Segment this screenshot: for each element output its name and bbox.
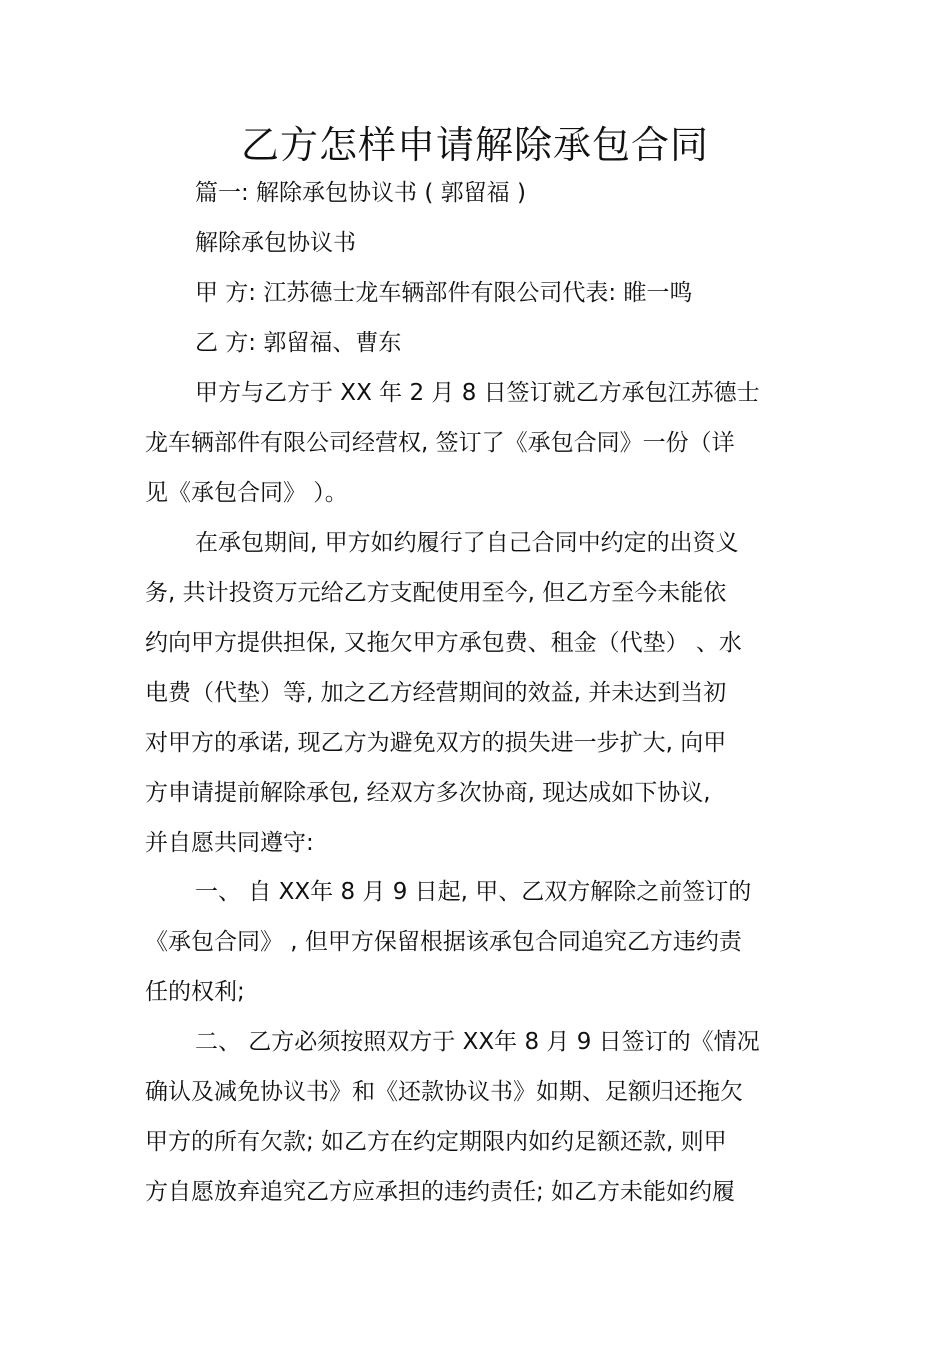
- document-title: 乙方怎样申请解除承包合同: [240, 123, 709, 167]
- paragraph-line: 龙车辆部件有限公司经营权, 签订了《承包合同》一份（详: [145, 430, 735, 456]
- party-b-line: 乙 方: 郭留福、曹东: [195, 330, 402, 356]
- clause-one-line: 任的权利;: [145, 979, 245, 1005]
- clause-two-line: 方自愿放弃追究乙方应承担的违约责任; 如乙方未能如约履: [145, 1179, 736, 1205]
- clause-one-line: 《承包合同》 , 但甲方保留根据该承包合同追究乙方违约责: [145, 929, 742, 955]
- paragraph-line: 对甲方的承诺, 现乙方为避免双方的损失进一步扩大, 向甲: [145, 730, 727, 756]
- paragraph-line: 甲方与乙方于 XX 年 2 月 8 日签订就乙方承包江苏德士: [195, 380, 760, 406]
- clause-two-line: 二、 乙方必须按照双方于 XX年 8 月 9 日签订的《情况: [195, 1029, 760, 1055]
- agreement-heading: 解除承包协议书: [195, 230, 356, 256]
- paragraph-line: 约向甲方提供担保, 又拖欠甲方承包费、租金（代垫） 、水: [145, 630, 742, 656]
- clause-two-line: 确认及减免协议书》和《还款协议书》如期、足额归还拖欠: [145, 1079, 743, 1105]
- party-a-line: 甲 方: 江苏德士龙车辆部件有限公司代表: 睢一鸣: [195, 280, 693, 306]
- paragraph-line: 电费（代垫）等, 加之乙方经营期间的效益, 并未达到当初: [145, 680, 727, 706]
- clause-two-line: 甲方的所有欠款; 如乙方在约定期限内如约足额还款, 则甲: [145, 1129, 727, 1155]
- clause-one-line: 一、 自 XX年 8 月 9 日起, 甲、乙双方解除之前签订的: [195, 879, 752, 905]
- paragraph-line: 方申请提前解除承包, 经双方多次协商, 现达成如下协议,: [145, 780, 711, 806]
- paragraph-line: 务, 共计投资万元给乙方支配使用至今, 但乙方至今未能依: [145, 580, 727, 606]
- paragraph-line: 在承包期间, 甲方如约履行了自己合同中约定的出资义: [195, 530, 739, 556]
- paragraph-line: 并自愿共同遵守:: [145, 830, 314, 856]
- paragraph-line: 见《承包合同》 ）。: [145, 480, 348, 506]
- section-heading: 篇一: 解除承包协议书 ( 郭留福 ): [195, 180, 526, 206]
